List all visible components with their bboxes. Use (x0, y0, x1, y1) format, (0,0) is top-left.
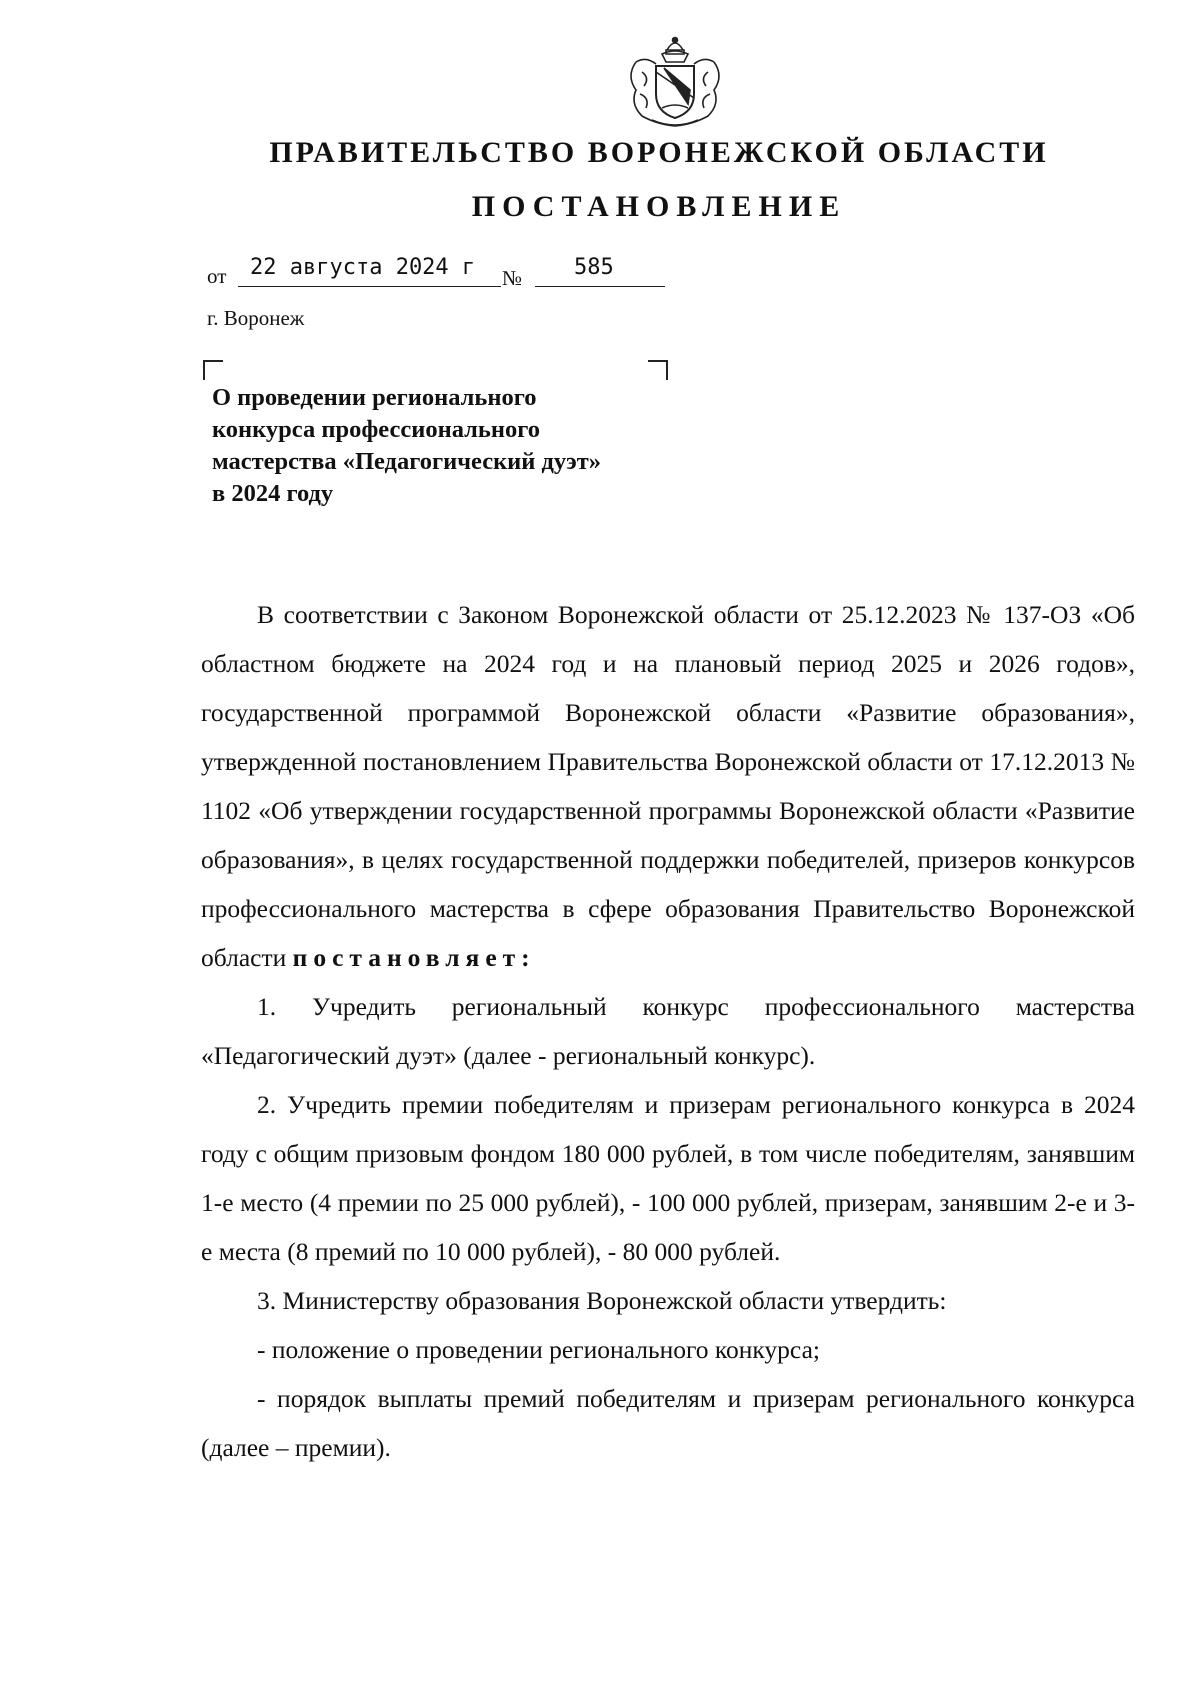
document-subject (212, 382, 682, 510)
preamble-paragraph (201, 590, 1135, 982)
item-1: 1. Учредить региональный конкурс профессионального мастерства «Педагогический дуэт» (далее - региональный конкурс). (201, 992, 1135, 1070)
item-3-subitem-a: - положение о проведении регионального конкурса; (257, 1335, 820, 1364)
subject-line: в 2024 году (212, 480, 334, 507)
city: г. Воронеж (207, 306, 305, 330)
subject-corner-left (203, 360, 223, 380)
document-number: 585 (574, 255, 614, 280)
item-3-subitem-b: - порядок выплаты премий победителям и призерам регионального конкурса (далее – премии). (201, 1384, 1135, 1462)
coat-of-arms-icon (622, 32, 728, 134)
from-label: от (207, 264, 227, 288)
subject-corner-right (648, 360, 668, 380)
document-body (201, 590, 1135, 1472)
number-label: № (502, 266, 523, 290)
item-2: 2. Учредить премии победителям и призерам регионального конкурса в 2024 году с общим призовым фондом 180 000 рублей, в том числе победителям, занявшим 1-е место (4 премии по 25 000 рублей), - 100 000 рублей, призерам, занявшим 2-е и 3-е места (8 премий по 10 000 рублей), - 80 000 рублей. (201, 1090, 1135, 1266)
document-date: 22 августа 2024 г (250, 255, 476, 280)
subject-line: конкурса профессионального (212, 416, 540, 443)
item-3: 3. Министерству образования Воронежской области утвердить: (257, 1286, 947, 1315)
organization-title: ПРАВИТЕЛЬСТВО ВОРОНЕЖСКОЙ ОБЛАСТИ (269, 136, 1049, 169)
subject-line: мастерства «Педагогический дуэт» (212, 448, 602, 475)
subject-line: О проведении регионального (212, 384, 537, 411)
preamble-text: В соответствии с Законом Воронежской области от 25.12.2023 № 137-ОЗ «Об областном бюджете на 2024 год и на плановый период 2025 и 2026 годов», государственной программой Воронежской области «Развитие образования», утвержденной постановлением Правительства Воронежской области от 17.12.2013 № 1102 «Об утверждении государственной программы Воронежской области «Развитие образования», в целях государственной поддержки победителей, призеров конкурсов профессионального мастерства в сфере образования Правительство Воронежской области (201, 600, 1135, 972)
document-type-title: ПОСТАНОВЛЕНИЕ (471, 190, 847, 223)
decree-word: постановляет: (292, 943, 536, 972)
